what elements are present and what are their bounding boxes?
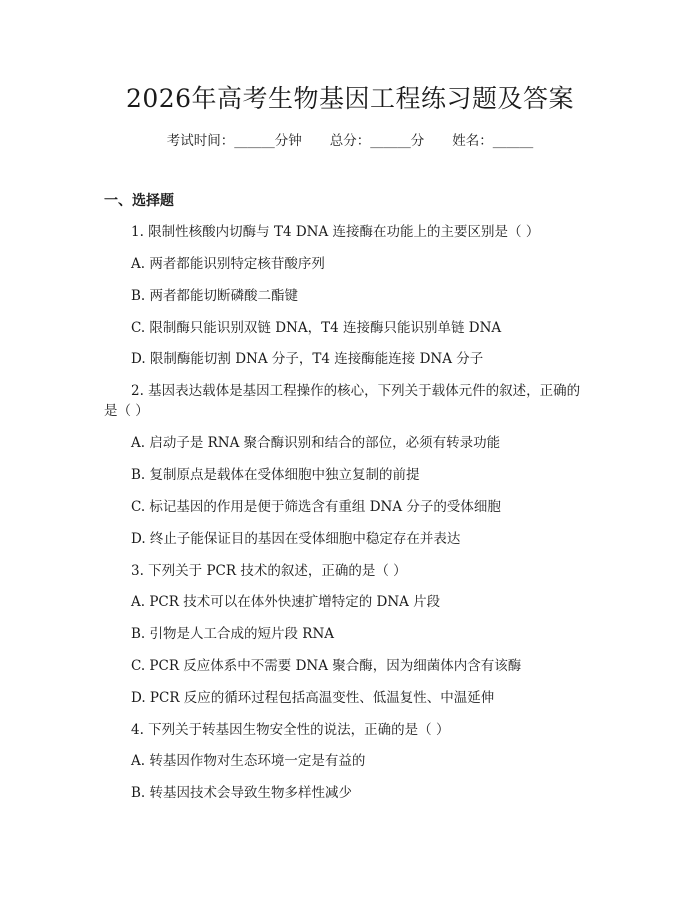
question-2-option-a: A. 启动子是 RNA 聚合酶识别和结合的部位，必须有转录功能 — [131, 435, 501, 451]
question-4-stem: 4. 下列关于转基因生物安全性的说法，正确的是（ ） — [131, 722, 450, 738]
question-4-option-b: B. 转基因技术会导致生物多样性减少 — [131, 785, 353, 801]
exam-time-field: 考试时间：______分钟 — [166, 133, 302, 149]
total-score-field: 总分：______分 — [329, 133, 425, 149]
question-3-option-d: D. PCR 反应的循环过程包括高温变性、低温复性、中温延伸 — [131, 690, 495, 706]
question-1-option-c: C. 限制酶只能识别双链 DNA，T4 连接酶只能识别单链 DNA — [131, 320, 502, 336]
question-1-stem: 1. 限制性核酸内切酶与 T4 DNA 连接酶在功能上的主要区别是（ ） — [131, 224, 540, 240]
question-4-option-a: A. 转基因作物对生态环境一定是有益的 — [131, 753, 366, 769]
question-1-option-d: D. 限制酶能切割 DNA 分子，T4 连接酶能连接 DNA 分子 — [131, 351, 484, 367]
question-2-option-d: D. 终止子能保证目的基因在受体细胞中稳定存在并表达 — [131, 531, 461, 547]
exam-info-line — [0, 131, 700, 151]
student-name-field: 姓名：______ — [452, 133, 534, 149]
question-1-option-b: B. 两者都能切断磷酸二酯键 — [131, 288, 299, 304]
question-2-option-b: B. 复制原点是载体在受体细胞中独立复制的前提 — [131, 467, 420, 483]
question-2-stem-continued: 是（ ） — [104, 403, 149, 419]
section-heading: 一、选择题 — [104, 193, 174, 209]
question-3-option-b: B. 引物是人工合成的短片段 RNA — [131, 626, 335, 642]
question-2-stem: 2. 基因表达载体是基因工程操作的核心，下列关于载体元件的叙述，正确的 — [131, 383, 581, 399]
question-3-option-c: C. PCR 反应体系中不需要 DNA 聚合酶，因为细菌体内含有该酶 — [131, 658, 522, 674]
question-3-option-a: A. PCR 技术可以在体外快速扩增特定的 DNA 片段 — [131, 594, 441, 610]
document-title: 2026年高考生物基因工程练习题及答案 — [125, 84, 575, 113]
question-1-option-a: A. 两者都能识别特定核苷酸序列 — [131, 256, 325, 272]
question-2-option-c: C. 标记基因的作用是便于筛选含有重组 DNA 分子的受体细胞 — [131, 499, 501, 515]
question-3-stem: 3. 下列关于 PCR 技术的叙述，正确的是（ ） — [131, 563, 407, 579]
